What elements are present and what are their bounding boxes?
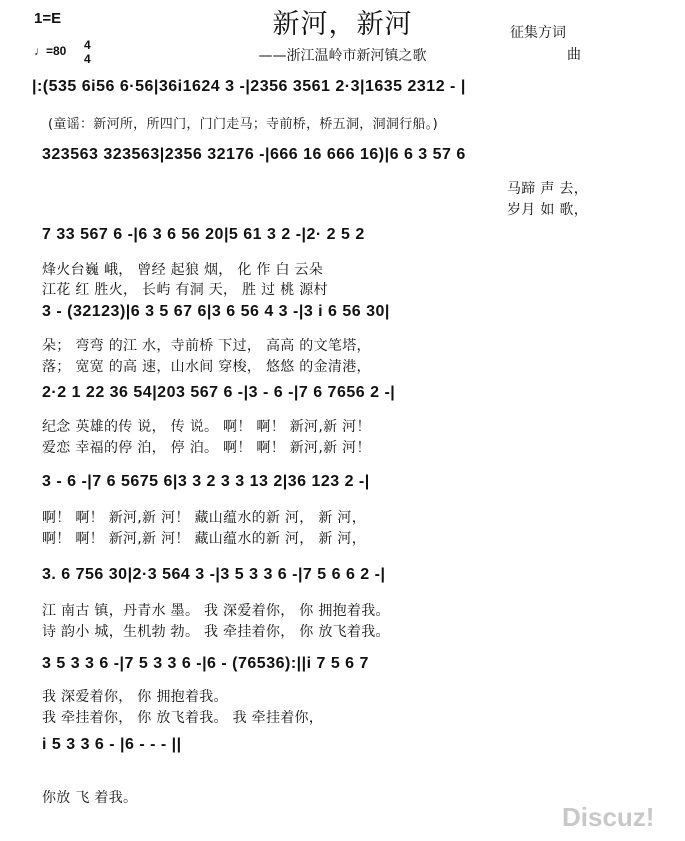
lyric-line-7a: 江 南古 镇，丹青水 墨。 我 深爱着你， 你 拥抱着我。 — [42, 603, 390, 619]
composer-credit: 曲 — [567, 47, 581, 63]
lyric-line-2b: 岁月 如 歌， — [507, 202, 588, 218]
music-line-2: 323563 323563|2356 32176 -|666 16 666 16)|6 6 3 57 6 — [42, 146, 466, 163]
page-title: 新河，新河 — [272, 9, 413, 40]
music-line-9: i 5 3 3 6 - |6 - - - || — [42, 736, 182, 753]
lyric-line-4a: 朵； 弯弯 的江 水，寺前桥 下过， 高高 的文笔塔， — [42, 338, 371, 354]
lyric-line-5a: 纪念 英雄的传 说， 传 说。 啊！ 啊！ 新河,新 河！ — [42, 419, 371, 435]
music-line-6: 3 - 6 -|7 6 5675 6|3 3 2 3 3 13 2|36 123 2 -| — [42, 473, 370, 490]
music-line-1: |:(535 6i56 6·56|36i1624 3 -|2356 3561 2·3|1635 2312 - | — [32, 78, 466, 95]
music-line-8: 3 5 3 3 6 -|7 5 3 3 6 -|6 - (76536):||i 7 5 6 7 — [42, 655, 369, 672]
lyric-line-8a: 我 深爱着你， 你 拥抱着我。 — [42, 689, 228, 705]
lyric-line-4b: 落； 宽宽 的高 速，山水间 穿梭， 悠悠 的金清港， — [42, 359, 371, 375]
tempo-marking: ♩=80 — [34, 44, 67, 58]
lyric-line-9a: 你放 飞 着我。 — [42, 790, 138, 806]
lyric-line-5b: 爱恋 幸福的停 泊， 停 泊。 啊！ 啊！ 新河,新 河！ — [42, 440, 371, 456]
lyric-line-2a: 马蹄 声 去， — [507, 181, 588, 197]
lyric-line-8b: 我 牵挂着你， 你 放飞着我。 我 牵挂着你， — [42, 710, 324, 726]
staff-underline — [40, 98, 640, 99]
lyricist-credit: 征集方词 — [510, 25, 566, 41]
key-signature: 1=E — [34, 10, 62, 27]
music-line-5: 2·2 1 22 36 54|203 567 6 -|3 - 6 -|7 6 7656 2 -| — [42, 384, 396, 401]
meter-top: 4 — [84, 38, 91, 52]
discuz-watermark: Discuz! — [562, 802, 655, 832]
music-line-4: 3 - (32123)|6 3 5 67 6|3 6 56 4 3 -|3 i 6 56 30| — [42, 303, 390, 320]
lyric-line-7b: 诗 韵小 城，生机勃 勃。 我 牵挂着你， 你 放飞着我。 — [42, 624, 390, 640]
lyric-line-3a: 烽火台巍 峨， 曾经 起狼 烟， 化 作 白 云朵 — [42, 262, 324, 278]
page-subtitle: ——浙江温岭市新河镇之歌 — [258, 48, 427, 64]
meter-bottom: 4 — [84, 52, 91, 66]
lyric-line-1a: (童谣：新河所，所四门，门门走马；寺前桥，桥五洞，洞洞行船。) — [48, 117, 438, 132]
lyric-line-6b: 啊！ 啊！ 新河,新 河！ 藏山蕴水的新 河， 新 河， — [42, 531, 366, 547]
lyric-line-3b: 江花 红 胜火， 长屿 有洞 天， 胜 过 桃 源村 — [42, 282, 328, 298]
music-line-7: 3. 6 756 30|2·3 564 3 -|3 5 3 3 6 -|7 5 6 6 2 -| — [42, 566, 386, 583]
music-line-3: 7 33 567 6 -|6 3 6 56 20|5 61 3 2 -|2· 2 5 2 — [42, 226, 365, 243]
lyric-line-6a: 啊！ 啊！ 新河,新 河！ 藏山蕴水的新 河， 新 河， — [42, 510, 366, 526]
